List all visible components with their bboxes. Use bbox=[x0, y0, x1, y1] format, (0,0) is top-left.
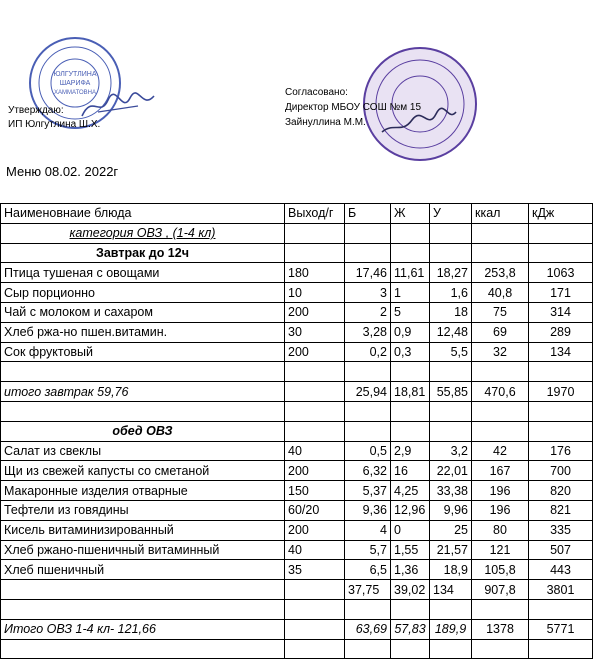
table-row-cell: 507 bbox=[529, 540, 593, 560]
section-title-row-cell bbox=[472, 421, 529, 441]
table-row-cell: 10 bbox=[285, 283, 345, 303]
table-row-cell: 5,5 bbox=[430, 342, 472, 362]
table-row-cell: 40,8 bbox=[472, 283, 529, 303]
empty-row-cell bbox=[430, 362, 472, 382]
table-row-cell: 12,48 bbox=[430, 322, 472, 342]
table-row-cell: 60/20 bbox=[285, 500, 345, 520]
table-row-cell: 1063 bbox=[529, 263, 593, 283]
table-row-cell: 3 bbox=[345, 283, 391, 303]
empty-row-cell bbox=[345, 362, 391, 382]
grand-total-row-cell: 57,83 bbox=[391, 619, 430, 639]
section-title-row-cell bbox=[285, 421, 345, 441]
subtotal-row-cell: 39,02 bbox=[391, 580, 430, 600]
total-row-cell: 55,85 bbox=[430, 382, 472, 402]
table-row-cell: 4 bbox=[345, 520, 391, 540]
table-row-cell: Макаронные изделия отварные bbox=[1, 481, 285, 501]
menu-title: Меню 08.02. 2022г bbox=[6, 164, 119, 179]
table-row-cell: 2 bbox=[345, 302, 391, 322]
category-row-cell bbox=[345, 223, 391, 243]
subtotal-row-cell: 907,8 bbox=[472, 580, 529, 600]
table-row-cell: 0,5 bbox=[345, 441, 391, 461]
table-row-cell: 180 bbox=[285, 263, 345, 283]
empty-row-cell bbox=[1, 401, 285, 421]
table-row-cell: 314 bbox=[529, 302, 593, 322]
header-row-cell: У bbox=[430, 204, 472, 224]
table-row-cell: 1 bbox=[391, 283, 430, 303]
empty-row-cell bbox=[391, 362, 430, 382]
table-row-cell: 18,27 bbox=[430, 263, 472, 283]
section-title-row-cell bbox=[430, 421, 472, 441]
table-row-cell: 32 bbox=[472, 342, 529, 362]
table-row-cell: 3,28 bbox=[345, 322, 391, 342]
table-row-cell: Птица тушеная с овощами bbox=[1, 263, 285, 283]
table-row-cell: 40 bbox=[285, 540, 345, 560]
empty-row-cell bbox=[1, 599, 285, 619]
table-row-cell: 42 bbox=[472, 441, 529, 461]
category-row-cell bbox=[529, 223, 593, 243]
category-row-cell bbox=[472, 223, 529, 243]
table-row-cell: 30 bbox=[285, 322, 345, 342]
section-title-row-cell bbox=[345, 243, 391, 263]
empty-row bbox=[1, 401, 593, 421]
table-row-cell: 35 bbox=[285, 560, 345, 580]
table-row-cell: 5,7 bbox=[345, 540, 391, 560]
table-row-cell: 6,32 bbox=[345, 461, 391, 481]
empty-row-cell bbox=[1, 639, 285, 659]
table-row bbox=[1, 302, 593, 322]
header-row bbox=[1, 204, 593, 224]
section-title-row-cell bbox=[529, 243, 593, 263]
empty-row-cell bbox=[285, 599, 345, 619]
empty-row-cell bbox=[391, 639, 430, 659]
grand-total-row-cell: Итого ОВЗ 1-4 кл- 121,66 bbox=[1, 619, 285, 639]
table-row-cell: 134 bbox=[529, 342, 593, 362]
table-row bbox=[1, 560, 593, 580]
table-row-cell: 700 bbox=[529, 461, 593, 481]
table-row-cell: 25 bbox=[430, 520, 472, 540]
category-row bbox=[1, 223, 593, 243]
empty-row-cell bbox=[391, 599, 430, 619]
approver-name: ИП Юлгутлина Ш.Х. bbox=[8, 119, 101, 130]
empty-row-cell bbox=[345, 599, 391, 619]
table-row-cell: 1,36 bbox=[391, 560, 430, 580]
table-row-cell: 171 bbox=[529, 283, 593, 303]
table-row bbox=[1, 540, 593, 560]
empty-row-cell bbox=[529, 362, 593, 382]
table-row bbox=[1, 441, 593, 461]
table-row bbox=[1, 283, 593, 303]
table-row-cell: 443 bbox=[529, 560, 593, 580]
table-row-cell: 40 bbox=[285, 441, 345, 461]
table-row-cell: 121 bbox=[472, 540, 529, 560]
section-title-row-cell: Завтрак до 12ч bbox=[1, 243, 285, 263]
svg-text:ЮЛГУТЛИНА: ЮЛГУТЛИНА bbox=[53, 71, 97, 78]
subtotal-row-cell: 37,75 bbox=[345, 580, 391, 600]
subtotal-row-cell: 3801 bbox=[529, 580, 593, 600]
section-title-row-cell bbox=[285, 243, 345, 263]
empty-row-cell bbox=[285, 401, 345, 421]
subtotal-row bbox=[1, 580, 593, 600]
table-row-cell: 0,2 bbox=[345, 342, 391, 362]
total-row-cell: 25,94 bbox=[345, 382, 391, 402]
header-row-cell: ккал bbox=[472, 204, 529, 224]
total-row bbox=[1, 382, 593, 402]
empty-row bbox=[1, 599, 593, 619]
total-row-cell bbox=[285, 382, 345, 402]
table-row-cell: 820 bbox=[529, 481, 593, 501]
table-row-cell: Сок фруктовый bbox=[1, 342, 285, 362]
header-row-cell: Наименовнаие блюда bbox=[1, 204, 285, 224]
table-row-cell: 75 bbox=[472, 302, 529, 322]
section-title-row-cell bbox=[430, 243, 472, 263]
grand-total-row-cell: 5771 bbox=[529, 619, 593, 639]
table-row-cell: 821 bbox=[529, 500, 593, 520]
empty-row-cell bbox=[1, 362, 285, 382]
table-row-cell: 0 bbox=[391, 520, 430, 540]
table-row-cell: 289 bbox=[529, 322, 593, 342]
table-row-cell: 12,96 bbox=[391, 500, 430, 520]
table-row-cell: Щи из свежей капусты со сметаной bbox=[1, 461, 285, 481]
subtotal-row-cell: 134 bbox=[430, 580, 472, 600]
agreed-label: Согласовано: bbox=[285, 87, 348, 98]
table-row-cell: 0,3 bbox=[391, 342, 430, 362]
empty-row-cell bbox=[345, 401, 391, 421]
table-row-cell: 196 bbox=[472, 500, 529, 520]
empty-row-cell bbox=[529, 599, 593, 619]
empty-row-cell bbox=[430, 639, 472, 659]
empty-row-cell bbox=[430, 599, 472, 619]
header-row-cell: Б bbox=[345, 204, 391, 224]
table-row-cell: Сыр порционно bbox=[1, 283, 285, 303]
grand-total-row-cell bbox=[285, 619, 345, 639]
table-row-cell: 200 bbox=[285, 302, 345, 322]
table-row-cell: 22,01 bbox=[430, 461, 472, 481]
table-row bbox=[1, 263, 593, 283]
section-title-row-cell bbox=[391, 243, 430, 263]
table-row-cell: 2,9 bbox=[391, 441, 430, 461]
section-title-row-cell bbox=[345, 421, 391, 441]
section-title-row bbox=[1, 243, 593, 263]
header-row-cell: Ж bbox=[391, 204, 430, 224]
table-row-cell: 1,55 bbox=[391, 540, 430, 560]
header-row-cell: кДж bbox=[529, 204, 593, 224]
section-title-row-cell bbox=[391, 421, 430, 441]
empty-row-cell bbox=[472, 599, 529, 619]
table-row-cell: 69 bbox=[472, 322, 529, 342]
svg-text:ШАРИФА: ШАРИФА bbox=[59, 80, 91, 87]
table-row-cell: 18 bbox=[430, 302, 472, 322]
table-row-cell: 16 bbox=[391, 461, 430, 481]
table-row-cell: Чай с молоком и сахаром bbox=[1, 302, 285, 322]
category-row-cell bbox=[430, 223, 472, 243]
empty-row-cell bbox=[391, 401, 430, 421]
table-row-cell: 150 bbox=[285, 481, 345, 501]
empty-row-cell bbox=[472, 362, 529, 382]
table-row-cell: 4,25 bbox=[391, 481, 430, 501]
total-row-cell: 1970 bbox=[529, 382, 593, 402]
empty-row bbox=[1, 362, 593, 382]
section-title-row bbox=[1, 421, 593, 441]
table-row-cell: 80 bbox=[472, 520, 529, 540]
table-row-cell: 335 bbox=[529, 520, 593, 540]
table-row-cell: 18,9 bbox=[430, 560, 472, 580]
table-row-cell: 5 bbox=[391, 302, 430, 322]
total-row-cell: 18,81 bbox=[391, 382, 430, 402]
subtotal-row-cell bbox=[285, 580, 345, 600]
table-row-cell: 9,36 bbox=[345, 500, 391, 520]
table-row-cell: 200 bbox=[285, 520, 345, 540]
table-row-cell: Салат из свеклы bbox=[1, 441, 285, 461]
grand-total-row-cell: 189,9 bbox=[430, 619, 472, 639]
table-row bbox=[1, 500, 593, 520]
menu-table bbox=[0, 203, 593, 659]
header-row-cell: Выход/г bbox=[285, 204, 345, 224]
svg-text:ХАММАТОВНА: ХАММАТОВНА bbox=[54, 90, 96, 96]
table-row-cell: Хлеб ржа-но пшен.витамин. bbox=[1, 322, 285, 342]
table-row-cell: 167 bbox=[472, 461, 529, 481]
table-row bbox=[1, 520, 593, 540]
table-row-cell: 33,38 bbox=[430, 481, 472, 501]
table-row-cell: 1,6 bbox=[430, 283, 472, 303]
total-row-cell: итого завтрак 59,76 bbox=[1, 382, 285, 402]
grand-total-row-cell: 63,69 bbox=[345, 619, 391, 639]
grand-total-row-cell: 1378 bbox=[472, 619, 529, 639]
table-row-cell: 253,8 bbox=[472, 263, 529, 283]
table-row-cell: 105,8 bbox=[472, 560, 529, 580]
right-signature bbox=[378, 102, 458, 138]
table-row-cell: 176 bbox=[529, 441, 593, 461]
empty-row-cell bbox=[529, 639, 593, 659]
grand-total-row bbox=[1, 619, 593, 639]
table-row-cell: 6,5 bbox=[345, 560, 391, 580]
approval-label: Утверждаю: bbox=[8, 105, 64, 116]
table-row bbox=[1, 322, 593, 342]
category-row-cell bbox=[285, 223, 345, 243]
table-row bbox=[1, 481, 593, 501]
table-row-cell: Хлеб ржано-пшеничный витаминный bbox=[1, 540, 285, 560]
director-name: Зайнуллина М.М. bbox=[285, 117, 366, 128]
table-row-cell: Кисель витаминизированный bbox=[1, 520, 285, 540]
table-row bbox=[1, 461, 593, 481]
subtotal-row-cell bbox=[1, 580, 285, 600]
table-row-cell: Хлеб пшеничный bbox=[1, 560, 285, 580]
empty-row-cell bbox=[529, 401, 593, 421]
empty-row-cell bbox=[285, 362, 345, 382]
section-title-row-cell bbox=[472, 243, 529, 263]
table-row-cell: 21,57 bbox=[430, 540, 472, 560]
empty-row bbox=[1, 639, 593, 659]
table-row-cell: 11,61 bbox=[391, 263, 430, 283]
section-title-row-cell bbox=[529, 421, 593, 441]
empty-row-cell bbox=[430, 401, 472, 421]
category-row-cell: категория ОВЗ , (1-4 кл) bbox=[1, 223, 285, 243]
table-row-cell: 17,46 bbox=[345, 263, 391, 283]
table-row-cell: 0,9 bbox=[391, 322, 430, 342]
table-row-cell: Тефтели из говядины bbox=[1, 500, 285, 520]
total-row-cell: 470,6 bbox=[472, 382, 529, 402]
table-row-cell: 200 bbox=[285, 342, 345, 362]
empty-row-cell bbox=[345, 639, 391, 659]
table-row-cell: 200 bbox=[285, 461, 345, 481]
empty-row-cell bbox=[472, 639, 529, 659]
empty-row-cell bbox=[472, 401, 529, 421]
table-row-cell: 196 bbox=[472, 481, 529, 501]
director-position: Директор МБОУ СОШ №м 15 bbox=[285, 102, 422, 113]
table-row-cell: 9,96 bbox=[430, 500, 472, 520]
category-row-cell bbox=[391, 223, 430, 243]
table-row-cell: 3,2 bbox=[430, 441, 472, 461]
section-title-row-cell: обед ОВЗ bbox=[1, 421, 285, 441]
empty-row-cell bbox=[285, 639, 345, 659]
table-row bbox=[1, 342, 593, 362]
table-row-cell: 5,37 bbox=[345, 481, 391, 501]
